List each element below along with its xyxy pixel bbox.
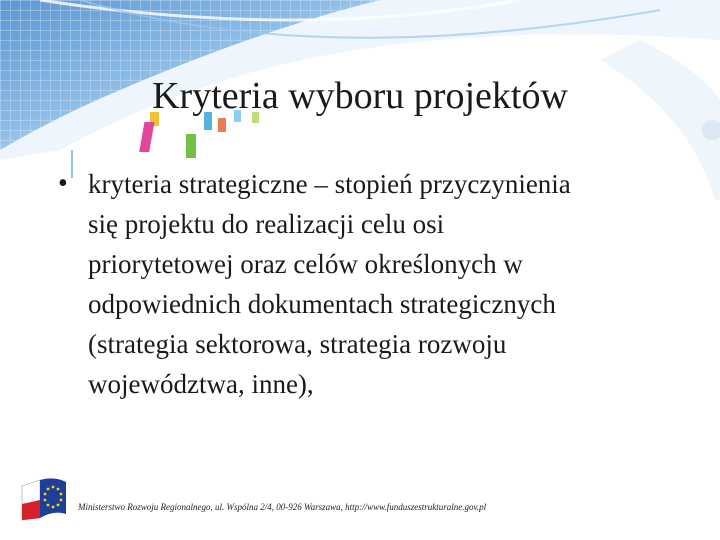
page-title: Kryteria wyboru projektów	[152, 75, 568, 117]
bullet-list	[58, 164, 678, 404]
eu-flag-logo	[18, 478, 70, 522]
bullet-text: kryteria strategiczne – stopień przyczynienia się projektu do realizacji celu osi priorytetowej oraz celów określonych w odpowiednich dokumentach strategicznych (strategia sektorowa, strategia rozwoju województwa, inne),	[88, 169, 571, 399]
footer-address: Ministerstwo Rozwoju Regionalnego, ul. Wspólna 2/4, 00-926 Warszawa, http://www.funduszestrukturalne.gov.pl	[78, 502, 487, 512]
bullet-marker: •	[58, 168, 68, 199]
